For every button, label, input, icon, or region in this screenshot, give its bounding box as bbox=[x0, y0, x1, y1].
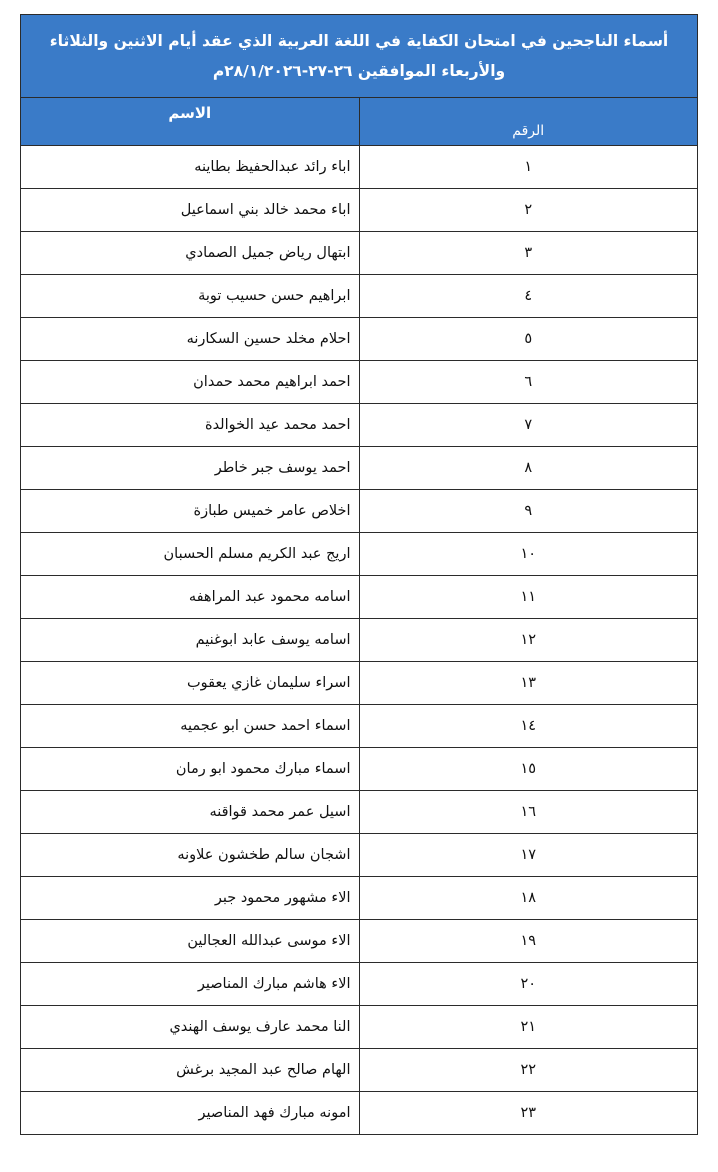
row-number: ١٥ bbox=[359, 748, 698, 791]
row-number: ٣ bbox=[359, 232, 698, 275]
row-name: اسماء مبارك محمود ابو رمان bbox=[21, 748, 360, 791]
table-row bbox=[21, 232, 698, 275]
row-number: ١٣ bbox=[359, 662, 698, 705]
row-number: ١٧ bbox=[359, 834, 698, 877]
table-row bbox=[21, 834, 698, 877]
table-row bbox=[21, 490, 698, 533]
table-row bbox=[21, 1092, 698, 1135]
title-row bbox=[21, 15, 698, 98]
table-row bbox=[21, 619, 698, 662]
results-table bbox=[20, 14, 698, 1135]
row-name: الاء هاشم مبارك المناصير bbox=[21, 963, 360, 1006]
row-name: اباء رائد عبدالحفيظ بطاينه bbox=[21, 146, 360, 189]
row-number: ١٩ bbox=[359, 920, 698, 963]
row-number: ١٠ bbox=[359, 533, 698, 576]
row-name: امونه مبارك فهد المناصير bbox=[21, 1092, 360, 1135]
row-number: ٨ bbox=[359, 447, 698, 490]
row-number: ٩ bbox=[359, 490, 698, 533]
title-line-2: والأربعاء الموافقين ٢٦-٢٧-٢٨/١/٢٠٢٦م bbox=[212, 62, 506, 80]
row-number: ١٨ bbox=[359, 877, 698, 920]
table-row bbox=[21, 1006, 698, 1049]
table-row bbox=[21, 533, 698, 576]
row-name: ابتهال رياض جميل الصمادي bbox=[21, 232, 360, 275]
table-row bbox=[21, 275, 698, 318]
row-number: ١٦ bbox=[359, 791, 698, 834]
table-row bbox=[21, 404, 698, 447]
row-name: احمد محمد عيد الخوالدة bbox=[21, 404, 360, 447]
row-number: ١٢ bbox=[359, 619, 698, 662]
table-row bbox=[21, 662, 698, 705]
table-row bbox=[21, 1049, 698, 1092]
table-row bbox=[21, 791, 698, 834]
row-name: اشجان سالم طخشون علاونه bbox=[21, 834, 360, 877]
row-name: احلام مخلد حسين السكارنه bbox=[21, 318, 360, 361]
row-name: اخلاص عامر خميس طبازة bbox=[21, 490, 360, 533]
row-name: احمد ابراهيم محمد حمدان bbox=[21, 361, 360, 404]
row-number: ١١ bbox=[359, 576, 698, 619]
table-row bbox=[21, 877, 698, 920]
row-name: الهام صالح عبد المجيد برغش bbox=[21, 1049, 360, 1092]
column-header-number: الرقم bbox=[359, 98, 698, 146]
row-number: ٢ bbox=[359, 189, 698, 232]
row-name: الاء موسى عبدالله العجالين bbox=[21, 920, 360, 963]
row-name: ابراهيم حسن حسيب توبة bbox=[21, 275, 360, 318]
row-name: اسماء احمد حسن ابو عجميه bbox=[21, 705, 360, 748]
row-name: النا محمد عارف يوسف الهندي bbox=[21, 1006, 360, 1049]
row-name: اسامه يوسف عابد ابوغنيم bbox=[21, 619, 360, 662]
table-row bbox=[21, 189, 698, 232]
table-row bbox=[21, 361, 698, 404]
row-number: ٧ bbox=[359, 404, 698, 447]
table-row bbox=[21, 146, 698, 189]
table-row bbox=[21, 705, 698, 748]
row-name: احمد يوسف جبر خاطر bbox=[21, 447, 360, 490]
column-header-name: الاسم bbox=[21, 98, 360, 146]
row-number: ٢٠ bbox=[359, 963, 698, 1006]
row-number: ٢١ bbox=[359, 1006, 698, 1049]
table-row bbox=[21, 576, 698, 619]
row-number: ٦ bbox=[359, 361, 698, 404]
title-line-1: أسماء الناجحين في امتحان الكفاية في اللغة العربية الذي عقد أيام الاثنين والثلاثاء bbox=[49, 32, 669, 50]
row-name: اباء محمد خالد بني اسماعيل bbox=[21, 189, 360, 232]
row-number: ٢٢ bbox=[359, 1049, 698, 1092]
row-name: اسيل عمر محمد قواقنه bbox=[21, 791, 360, 834]
results-sheet bbox=[20, 14, 698, 1135]
row-number: ٤ bbox=[359, 275, 698, 318]
row-name: اسراء سليمان غازي يعقوب bbox=[21, 662, 360, 705]
row-name: اسامه محمود عبد المراهفه bbox=[21, 576, 360, 619]
table-row bbox=[21, 920, 698, 963]
row-number: ٥ bbox=[359, 318, 698, 361]
row-name: اريج عبد الكريم مسلم الحسبان bbox=[21, 533, 360, 576]
table-body bbox=[21, 146, 698, 1135]
column-header-row bbox=[21, 98, 698, 146]
table-row bbox=[21, 447, 698, 490]
table-title bbox=[21, 15, 698, 98]
row-name: الاء مشهور محمود جبر bbox=[21, 877, 360, 920]
row-number: ١ bbox=[359, 146, 698, 189]
row-number: ١٤ bbox=[359, 705, 698, 748]
table-row bbox=[21, 748, 698, 791]
table-row bbox=[21, 963, 698, 1006]
table-row bbox=[21, 318, 698, 361]
row-number: ٢٣ bbox=[359, 1092, 698, 1135]
